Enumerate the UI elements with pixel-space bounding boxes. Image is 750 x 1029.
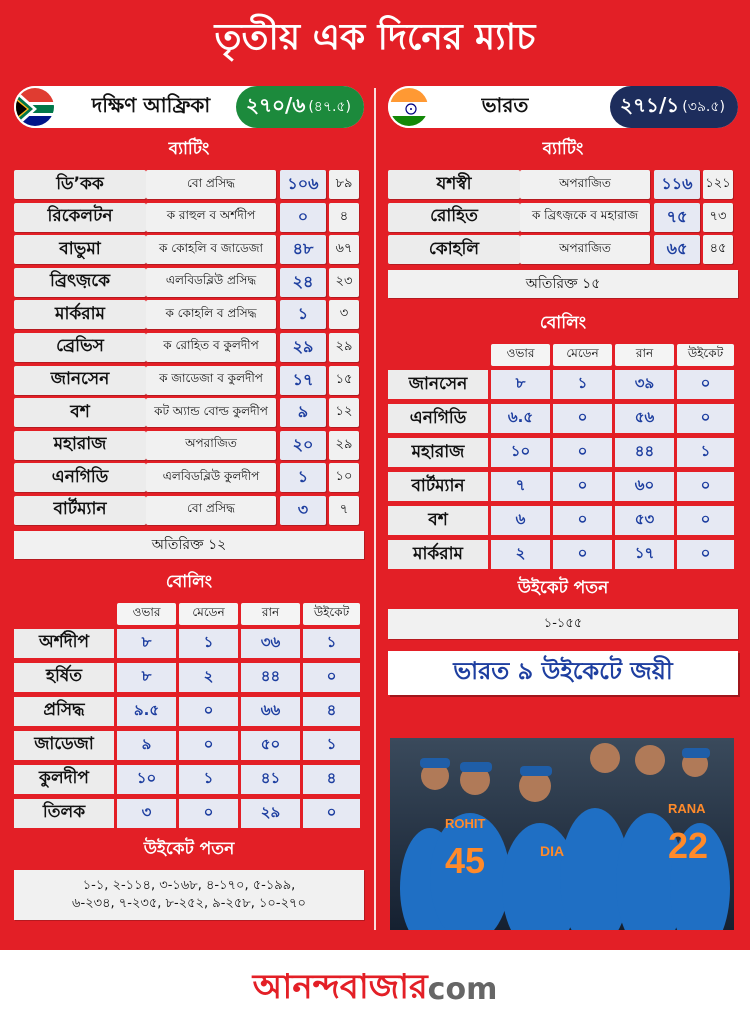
bowling-heading: বোলিং [165, 571, 213, 592]
footer-logo [0, 950, 750, 1029]
header-wickets: উইকেট [303, 603, 360, 625]
bowling-row [388, 370, 738, 399]
batter-runs: ৪৮ [280, 235, 326, 264]
bowler-overs: ৮ [491, 370, 550, 399]
batter-runs: ১৭ [280, 366, 326, 395]
bowler-maidens: ০ [553, 404, 612, 433]
batter-runs: ১১৬ [654, 170, 700, 199]
batting-row [388, 203, 738, 232]
dismissal: ক রোহিত ব কুলদীপ [146, 333, 276, 362]
dismissal: কট অ্যান্ড বোল্ড কুলদীপ [146, 398, 276, 427]
extras-row: অতিরিক্ত ১৫ [388, 270, 738, 298]
bowler-name: এনগিডি [388, 404, 488, 433]
bowler-overs: ৮ [117, 663, 176, 692]
team-score [610, 86, 738, 128]
batter-runs: ১ [280, 300, 326, 329]
bowler-overs: ৬ [491, 506, 550, 535]
bowler-wickets: ০ [677, 540, 734, 569]
batter-name: রোহিত [388, 203, 520, 232]
bowling-row [388, 438, 738, 467]
fall-of-wickets [14, 870, 364, 920]
batting-row [388, 170, 738, 199]
batter-runs: ৩ [280, 496, 326, 525]
batter-balls: ৭৩ [703, 203, 733, 232]
bowling-header-row [388, 344, 738, 366]
bowler-wickets: ০ [303, 663, 360, 692]
batter-name: বশ [14, 398, 146, 427]
bowler-wickets: ০ [677, 506, 734, 535]
batter-name: রিকেলটন [14, 203, 146, 232]
dismissal: ক কোহলি ব প্রসিদ্ধ [146, 300, 276, 329]
bowler-name: মার্করাম [388, 540, 488, 569]
bowler-overs: ৩ [117, 799, 176, 828]
batting-row [14, 496, 364, 525]
bowler-wickets: ১ [303, 731, 360, 760]
bowler-name: কুলদীপ [14, 765, 114, 794]
batter-balls: ১২ [329, 398, 359, 427]
bowler-wickets: ৪ [303, 765, 360, 794]
batter-name: যশস্বী [388, 170, 520, 199]
bowling-row [14, 697, 364, 726]
bowler-runs: ৪৪ [241, 663, 300, 692]
bowler-runs: ১৭ [615, 540, 674, 569]
batter-name: বাভুমা [14, 235, 146, 264]
bowling-row [14, 799, 364, 828]
batter-balls: ১২১ [703, 170, 733, 199]
bowler-runs: ৩৯ [615, 370, 674, 399]
bowler-name: হর্ষিত [14, 663, 114, 692]
batter-balls: ১০ [329, 463, 359, 492]
batter-name: ডি’কক [14, 170, 146, 199]
batting-row [388, 235, 738, 264]
header-maidens: মেডেন [179, 603, 238, 625]
column-divider [374, 88, 376, 930]
batting-row [14, 333, 364, 362]
batting-row [14, 300, 364, 329]
batting-row [14, 203, 364, 232]
jersey-name-2: RANA [668, 801, 706, 816]
extras-row: অতিরিক্ত ১২ [14, 531, 364, 559]
bowler-name: বার্টম্যান [388, 472, 488, 501]
batting-heading: ব্যাটিং [168, 139, 210, 159]
bowler-runs: ৪১ [241, 765, 300, 794]
fow-heading: উইকেট পতন [143, 838, 235, 859]
bowler-runs: ২৯ [241, 799, 300, 828]
batter-balls: ২৩ [329, 268, 359, 297]
jersey-number-2: 22 [668, 825, 709, 866]
team-bar-india [388, 86, 738, 128]
batting-row [14, 431, 364, 460]
bowler-maidens: ২ [179, 663, 238, 692]
bowler-name: প্রসিদ্ধ [14, 697, 114, 726]
bowling-row [14, 765, 364, 794]
south-africa-column [14, 86, 364, 920]
batter-balls: ২৯ [329, 333, 359, 362]
dismissal: এলবিডব্লিউ প্রসিদ্ধ [146, 268, 276, 297]
bowling-row [388, 472, 738, 501]
batter-name: মহারাজ [14, 431, 146, 460]
india-column [388, 86, 738, 695]
bowler-name: তিলক [14, 799, 114, 828]
bowler-maidens: ০ [553, 438, 612, 467]
bowler-runs: ৫০ [241, 731, 300, 760]
batting-heading: ব্যাটিং [542, 139, 584, 159]
fall-of-wickets: ১-১৫৫ [388, 609, 738, 639]
bowling-heading: বোলিং [539, 313, 587, 334]
batter-balls: ৭ [329, 496, 359, 525]
header-maidens: মেডেন [553, 344, 612, 366]
dismissal: ক রাহুল ব অর্শদীপ [146, 203, 276, 232]
batter-balls: ৮৯ [329, 170, 359, 199]
bowler-runs: ৪৪ [615, 438, 674, 467]
bowling-row [388, 404, 738, 433]
bowler-wickets: ৪ [303, 697, 360, 726]
batter-balls: ২৯ [329, 431, 359, 460]
bowling-table [14, 629, 364, 828]
batter-balls: ৪ [329, 203, 359, 232]
bowler-maidens: ০ [179, 799, 238, 828]
batter-balls: ৬৭ [329, 235, 359, 264]
dismissal: এলবিডব্লিউ কুলদীপ [146, 463, 276, 492]
bowler-overs: ৯ [117, 731, 176, 760]
bowler-runs: ৫৬ [615, 404, 674, 433]
bowler-maidens: ০ [553, 472, 612, 501]
bowler-runs: ৬০ [615, 472, 674, 501]
fow-heading: উইকেট পতন [517, 578, 609, 599]
batting-row [14, 170, 364, 199]
batter-runs: ২৪ [280, 268, 326, 297]
batter-name: মার্করাম [14, 300, 146, 329]
header-runs: রান [241, 603, 300, 625]
score-value: ২৭১/১ [620, 92, 680, 117]
batting-row [14, 268, 364, 297]
batter-runs: ৬৫ [654, 235, 700, 264]
bowler-overs: ১০ [491, 438, 550, 467]
bowler-maidens: ১ [179, 765, 238, 794]
bowler-wickets: ০ [677, 472, 734, 501]
header-wickets: উইকেট [677, 344, 734, 366]
header-runs: রান [615, 344, 674, 366]
batter-name: বার্টম্যান [14, 496, 146, 525]
batting-table [14, 170, 364, 525]
bowler-overs: ৮ [117, 629, 176, 658]
bowling-table [388, 370, 738, 569]
bowler-overs: ৯.৫ [117, 697, 176, 726]
jersey-number-1: 45 [445, 840, 486, 881]
page-title: তৃতীয় এক দিনের ম্যাচ [214, 17, 536, 58]
batter-runs: ২০ [280, 431, 326, 460]
bowling-row [14, 629, 364, 658]
team-name: দক্ষিণ আফ্রিকা [91, 92, 211, 117]
south-africa-flag-icon [14, 86, 56, 128]
batter-balls: ৩ [329, 300, 359, 329]
bowler-wickets: ১ [303, 629, 360, 658]
score-value: ২৭০/৬ [246, 92, 306, 117]
batter-balls: ১৫ [329, 366, 359, 395]
bowler-maidens: ০ [179, 697, 238, 726]
header-overs: ওভার [491, 344, 550, 366]
batter-runs: ৭৫ [654, 203, 700, 232]
bowling-row [388, 506, 738, 535]
batting-table [388, 170, 738, 264]
batter-runs: ১০৬ [280, 170, 326, 199]
batting-row [14, 463, 364, 492]
bowler-wickets: ০ [677, 404, 734, 433]
batter-runs: ১ [280, 463, 326, 492]
fow-line-1: ১-১, ২-১১৪, ৩-১৬৮, ৪-১৭০, ৫-১৯৯, [82, 877, 296, 893]
batter-runs: ৯ [280, 398, 326, 427]
dismissal: অপরাজিত [520, 235, 650, 264]
bowler-overs: ২ [491, 540, 550, 569]
bowler-name: মহারাজ [388, 438, 488, 467]
bowler-name: জানসেন [388, 370, 488, 399]
dismissal: অপরাজিত [520, 170, 650, 199]
header-overs: ওভার [117, 603, 176, 625]
dismissal: ক কোহলি ব জাডেজা [146, 235, 276, 264]
batter-name: কোহলি [388, 235, 520, 264]
bowler-wickets: ০ [303, 799, 360, 828]
dismissal: ক জাডেজা ব কুলদীপ [146, 366, 276, 395]
brand-name: আনন্দবাজার [252, 967, 428, 1007]
dismissal: বো প্রসিদ্ধ [146, 170, 276, 199]
match-result: ভারত ৯ উইকেটে জয়ী [388, 651, 738, 695]
dismissal: অপরাজিত [146, 431, 276, 460]
bowler-name: বশ [388, 506, 488, 535]
team-bar-south-africa [14, 86, 364, 128]
bowler-runs: ৩৬ [241, 629, 300, 658]
batter-name: ব্রেভিস [14, 333, 146, 362]
bowler-overs: ৭ [491, 472, 550, 501]
team-photo [390, 738, 734, 930]
overs-value: (৩৯.৫) [682, 99, 725, 115]
batting-row [14, 366, 364, 395]
bowler-runs: ৬৬ [241, 697, 300, 726]
india-flag-icon [388, 86, 430, 128]
team-score [236, 86, 364, 128]
dismissal: বো প্রসিদ্ধ [146, 496, 276, 525]
bowler-maidens: ০ [179, 731, 238, 760]
bowler-maidens: ১ [553, 370, 612, 399]
team-name: ভারত [481, 92, 529, 117]
bowler-runs: ৫৩ [615, 506, 674, 535]
overs-value: (৪৭.৫) [308, 99, 351, 115]
bowling-row [14, 731, 364, 760]
bowling-row [14, 663, 364, 692]
jersey-name-1: ROHIT [445, 816, 486, 831]
bowling-row [388, 540, 738, 569]
bowler-maidens: ১ [179, 629, 238, 658]
batter-balls: ৪৫ [703, 235, 733, 264]
fow-line-2: ৬-২৩৪, ৭-২৩৫, ৮-২৫২, ৯-২৫৮, ১০-২৭০ [72, 895, 306, 911]
bowler-name: অর্শদীপ [14, 629, 114, 658]
batting-row [14, 235, 364, 264]
batter-runs: ০ [280, 203, 326, 232]
dismissal: ক ব্রিৎজ়কে ব মহারাজ [520, 203, 650, 232]
batter-name: জানসেন [14, 366, 146, 395]
jersey-text-3: DIA [540, 843, 565, 859]
bowler-maidens: ০ [553, 540, 612, 569]
batter-name: এনগিডি [14, 463, 146, 492]
bowler-overs: ৬.৫ [491, 404, 550, 433]
bowler-name: জাডেজা [14, 731, 114, 760]
bowler-overs: ১০ [117, 765, 176, 794]
bowling-header-row [14, 603, 364, 625]
bowler-wickets: ০ [677, 370, 734, 399]
brand-suffix: com [427, 972, 498, 1007]
bowler-maidens: ০ [553, 506, 612, 535]
batter-name: ব্রিৎজ়কে [14, 268, 146, 297]
bowler-wickets: ১ [677, 438, 734, 467]
batter-runs: ২৯ [280, 333, 326, 362]
batting-row [14, 398, 364, 427]
